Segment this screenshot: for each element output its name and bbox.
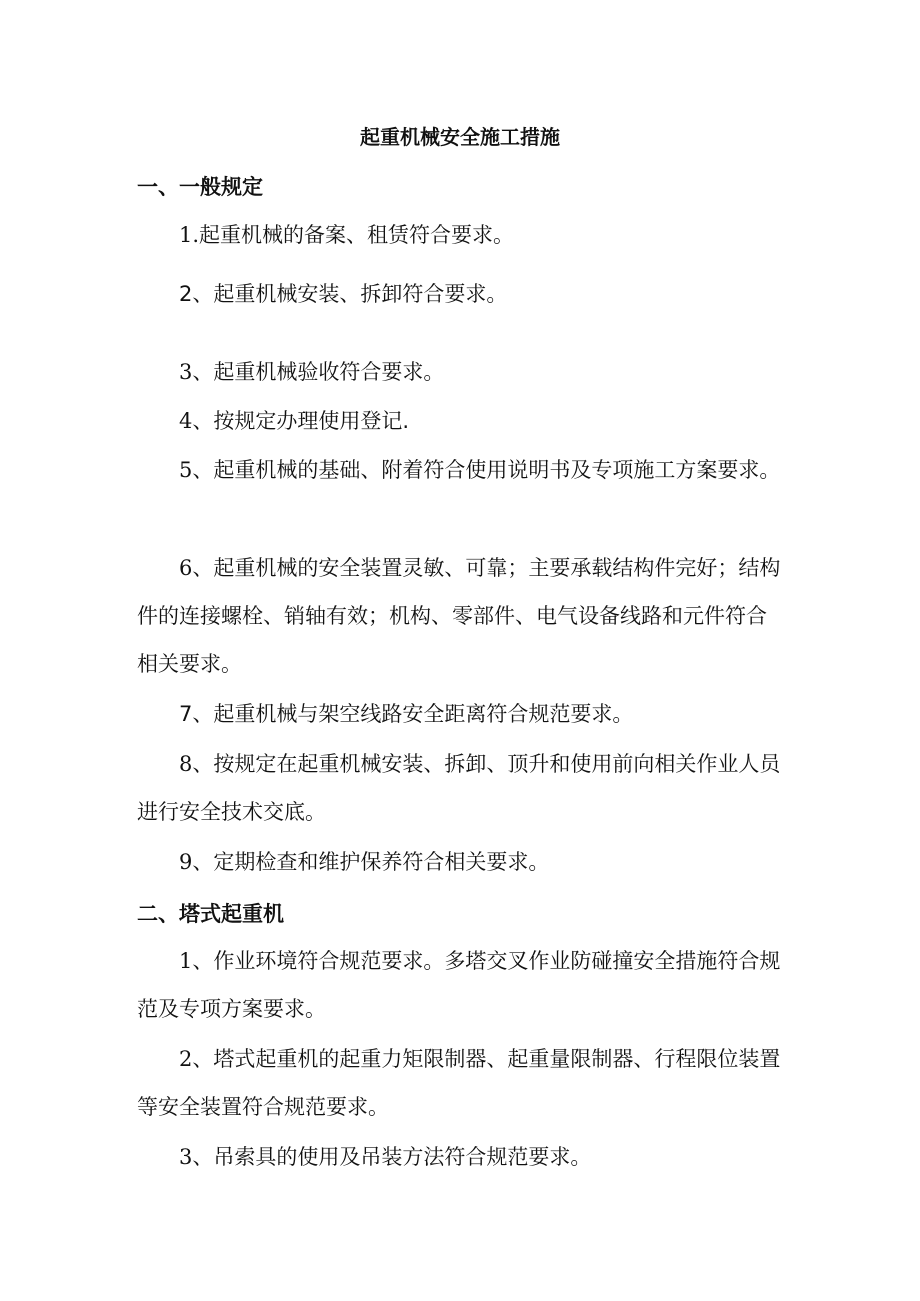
list-item	[137, 740, 787, 836]
document-title: 起重机械安全施工措施	[360, 125, 560, 149]
list-item	[137, 397, 787, 445]
list-item	[137, 211, 787, 259]
list-item	[137, 446, 787, 494]
item-number: 1、	[179, 949, 214, 973]
item-number: 2、	[179, 1047, 214, 1071]
item-text: 塔式起重机的起重力矩限制器、起重量限制器、行程限位装置等安全装置符合规范要求。	[137, 1047, 781, 1119]
list-item	[137, 690, 787, 738]
item-number: 8、	[179, 752, 214, 776]
item-number: 6、	[179, 556, 214, 580]
item-number: 9、	[179, 850, 214, 874]
list-item	[137, 270, 787, 318]
item-text: 起重机械验收符合要求。	[213, 360, 445, 384]
item-text: 作业环境符合规范要求。多塔交叉作业防碰撞安全措施符合规范及专项方案要求。	[137, 949, 781, 1021]
item-text: 按规定在起重机械安装、拆卸、顶升和使用前向相关作业人员进行安全技术交底。	[137, 752, 781, 824]
list-item	[137, 937, 787, 1033]
section-heading-tower-crane: 二、塔式起重机	[137, 902, 284, 926]
item-text: 起重机械的备案、租赁符合要求。	[199, 223, 515, 247]
item-number: 4、	[179, 409, 214, 433]
list-item	[137, 348, 787, 396]
item-number: 1.	[179, 223, 200, 247]
item-number: 3、	[179, 1145, 214, 1169]
item-text: 起重机械的安全装置灵敏、可靠；主要承载结构件完好；结构件的连接螺栓、销轴有效；机构、零部件、电气设备线路和元件符合相关要求。	[137, 556, 781, 676]
item-number: 7、	[179, 702, 214, 726]
item-text: 按规定办理使用登记.	[213, 409, 410, 433]
item-number: 5、	[179, 458, 214, 482]
section-heading-general: 一、一般规定	[137, 175, 263, 199]
item-text: 吊索具的使用及吊装方法符合规范要求。	[213, 1145, 592, 1169]
item-text: 起重机械的基础、附着符合使用说明书及专项施工方案要求。	[213, 458, 781, 482]
item-number: 2、	[179, 282, 214, 306]
list-item	[137, 544, 787, 688]
list-item	[137, 838, 787, 886]
list-item	[137, 1133, 787, 1181]
item-text: 定期检查和维护保养符合相关要求。	[213, 850, 550, 874]
list-item	[137, 1035, 787, 1131]
item-text: 起重机械与架空线路安全距离符合规范要求。	[213, 702, 634, 726]
item-number: 3、	[179, 360, 214, 384]
item-text: 起重机械安装、拆卸符合要求。	[213, 282, 508, 306]
